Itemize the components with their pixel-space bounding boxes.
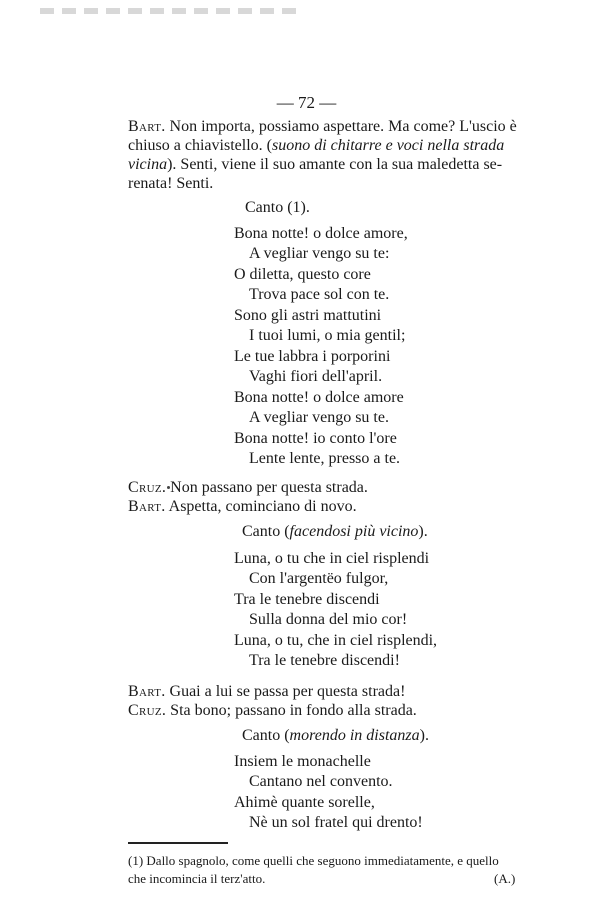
page-number: — 72 — bbox=[276, 93, 337, 112]
speaker-name: Bart. bbox=[128, 498, 166, 515]
dialogue-text: Aspetta, cominciano di novo. bbox=[168, 498, 357, 515]
song-heading-text: ). bbox=[418, 523, 428, 540]
stage-direction: suono di chitarre e voci nella strada bbox=[271, 137, 505, 154]
verse-line: Lente lente, presso a te. bbox=[249, 450, 401, 467]
dialogue-line bbox=[128, 701, 417, 721]
song-heading bbox=[242, 522, 428, 542]
verse-line: Trova pace sol con te. bbox=[249, 286, 390, 303]
stage-direction: vicina bbox=[128, 156, 168, 173]
song-heading bbox=[242, 726, 429, 746]
verse-line: Insiem le monachelle bbox=[234, 753, 371, 770]
stage-direction: facendosi più vicino bbox=[289, 523, 419, 540]
footnote-rule bbox=[128, 842, 228, 844]
verse-line: Sono gli astri mattutini bbox=[234, 307, 382, 324]
verse-line: Vaghi fiori dell'april. bbox=[249, 368, 383, 385]
verse-line: Sulla donna del mio cor! bbox=[249, 611, 408, 628]
dialogue-text: ). Senti, viene il suo amante con la sua maledetta se- bbox=[167, 156, 503, 173]
verse-line: I tuoi lumi, o mia gentil; bbox=[249, 327, 406, 344]
verse-line: Luna, o tu che in ciel risplendi bbox=[234, 550, 430, 567]
footnote-line: (1) Dallo spagnolo, come quelli che seguono immediatamente, e quello bbox=[128, 853, 499, 868]
speaker-name: Bart. bbox=[128, 683, 166, 700]
speaker-name: Bart. bbox=[128, 118, 166, 135]
dialogue-line bbox=[128, 682, 405, 702]
dialogue-line bbox=[128, 174, 213, 194]
dialogue-line bbox=[128, 117, 517, 137]
speaker-name: Cruz. bbox=[128, 479, 167, 496]
verse-line: Bona notte! o dolce amore bbox=[234, 389, 404, 406]
speaker-name: Cruz. bbox=[128, 702, 167, 719]
dialogue-text: chiuso a chiavistello. ( bbox=[128, 137, 272, 154]
verse-line: Bona notte! io conto l'ore bbox=[234, 430, 397, 447]
verse-line: A vegliar vengo su te. bbox=[249, 409, 389, 426]
dialogue-text: Guai a lui se passa per questa strada! bbox=[169, 683, 406, 700]
dialogue-text: Non passano per questa strada. bbox=[170, 479, 368, 496]
dialogue-text: Sta bono; passano in fondo alla strada. bbox=[170, 702, 417, 719]
verse-line: Le tue labbra i porporini bbox=[234, 348, 391, 365]
song-heading-text: Canto ( bbox=[242, 523, 290, 540]
verse-line: Ahimè quante sorelle, bbox=[234, 794, 375, 811]
verse-line: Cantano nel convento. bbox=[249, 773, 393, 790]
footnote-line: che incomincia il terz'atto. bbox=[128, 871, 266, 886]
scan-smudge bbox=[40, 8, 300, 14]
song-heading-text: ). bbox=[419, 727, 429, 744]
verse-line: Con l'argentëo fulgor, bbox=[249, 570, 389, 587]
song-heading: Canto (1). bbox=[245, 199, 310, 216]
dialogue-line bbox=[128, 136, 504, 156]
dialogue-line bbox=[128, 497, 357, 517]
verse-line: Luna, o tu, che in ciel risplendi, bbox=[234, 632, 438, 649]
verse-line: A vegliar vengo su te: bbox=[249, 245, 390, 262]
verse-line: O diletta, questo core bbox=[234, 266, 371, 283]
song-heading-text: Canto ( bbox=[242, 727, 290, 744]
ink-speck bbox=[167, 486, 170, 489]
verse-line: Tra le tenebre discendi! bbox=[249, 652, 400, 669]
verse-line: Nè un sol fratel qui drento! bbox=[249, 814, 423, 831]
verse-line: Bona notte! o dolce amore, bbox=[234, 225, 408, 242]
verse-line: Tra le tenebre discendi bbox=[234, 591, 380, 608]
dialogue-text: Non importa, possiamo aspettare. Ma come? L'uscio è bbox=[169, 118, 517, 135]
footnote-attribution: (A.) bbox=[494, 871, 516, 886]
dialogue-text: renata! Senti. bbox=[128, 175, 214, 192]
dialogue-line bbox=[128, 155, 502, 175]
stage-direction: morendo in distanza bbox=[289, 727, 420, 744]
dialogue-line bbox=[128, 478, 368, 498]
